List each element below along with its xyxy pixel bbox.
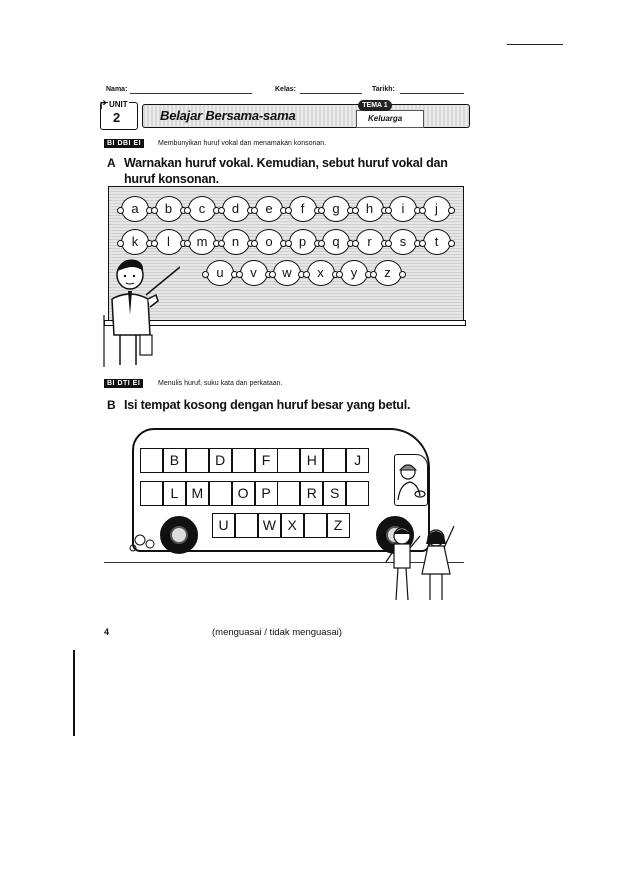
mastery-checkbox-text[interactable]: (menguasai / tidak menguasai) [212,627,342,638]
letter-box-empty[interactable] [304,513,327,538]
kelas-field[interactable] [300,93,362,94]
letter-bubble[interactable]: z [374,260,402,286]
letter-bubble[interactable]: d [222,196,250,222]
letter-box-empty[interactable] [277,448,300,473]
page-number: 4 [104,627,110,637]
letter-bubble[interactable]: k [121,229,149,255]
driver-icon [396,460,426,504]
letter-box-filled: P [255,481,278,506]
letter-bubble[interactable]: o [255,229,283,255]
nama-label: Nama: [106,86,128,93]
teacher-illustration [100,255,180,367]
letter-box-filled: H [300,448,323,473]
letter-bubble[interactable]: b [155,196,183,222]
letter-box-filled: F [255,448,278,473]
tarikh-label: Tarikh: [372,86,395,93]
exhaust-smoke-icon [128,528,158,554]
letter-box-filled: R [300,481,323,506]
front-wheel-hub [170,526,188,544]
section-b-task: Isi tempat kosong dengan huruf besar yang betul. [124,398,411,412]
letter-bubble[interactable]: c [188,196,216,222]
letter-bubble[interactable]: x [307,260,335,286]
letter-box-empty[interactable] [323,448,346,473]
letter-box-filled: M [186,481,209,506]
letter-bubble[interactable]: i [389,196,417,222]
letter-bubble[interactable]: w [273,260,301,286]
letter-box-empty[interactable] [232,448,255,473]
letter-bubble[interactable]: e [255,196,283,222]
tarikh-field[interactable] [400,93,464,94]
top-rule [507,44,563,45]
letter-bubble[interactable]: j [423,196,451,222]
letter-bubble[interactable]: n [222,229,250,255]
unit-arrow-icon: ↱ [98,98,109,112]
kelas-label: Kelas: [275,86,297,93]
letter-bubble[interactable]: p [289,229,317,255]
letter-box-filled: L [163,481,186,506]
section-a-task: Warnakan huruf vokal. Kemudian, sebut huruf vokal dan huruf konsonan. [124,156,448,186]
letter-box-filled: B [163,448,186,473]
letter-box-filled: D [209,448,232,473]
letter-box-empty[interactable] [209,481,232,506]
nama-field[interactable] [130,93,252,94]
unit-number: 2 [113,110,121,125]
unit-title: Belajar Bersama-sama [160,108,296,123]
letter-bubble[interactable]: q [322,229,350,255]
letter-bubble[interactable]: y [340,260,368,286]
section-a-instruction: Membunyikan huruf vokal dan menamakan konsonan. [158,140,327,147]
letter-box-empty[interactable] [140,448,163,473]
section-b-code: BI DTI EI [104,379,143,388]
children-illustration [380,516,464,606]
letter-bubble[interactable]: u [206,260,234,286]
letter-bubble[interactable]: f [289,196,317,222]
letter-bubble[interactable]: v [240,260,268,286]
tema-name: Keluarga [368,114,403,123]
section-b-letter: B [107,398,116,412]
letter-box-empty[interactable] [186,448,209,473]
letter-bubble[interactable]: r [356,229,384,255]
letter-bubble[interactable]: h [356,196,384,222]
tema-badge: TEMA 1 [358,100,392,111]
letter-bubble[interactable]: l [155,229,183,255]
letter-box-empty[interactable] [235,513,258,538]
letter-box-empty[interactable] [140,481,163,506]
letter-box-filled: U [212,513,235,538]
letter-box-filled: J [346,448,369,473]
letter-box-filled: O [232,481,255,506]
letter-bubble[interactable]: g [322,196,350,222]
unit-word: UNIT [109,100,128,109]
letter-box-empty[interactable] [346,481,369,506]
letter-bubble[interactable]: s [389,229,417,255]
letter-box-empty[interactable] [277,481,300,506]
section-a-letter: A [107,156,116,170]
letter-box-filled: Z [327,513,350,538]
section-a-code: BI DBI EI [104,139,144,148]
letter-bubble[interactable]: t [423,229,451,255]
letter-box-filled: X [281,513,304,538]
letter-box-filled: W [258,513,281,538]
section-b-instruction: Menulis huruf, suku kata dan perkataan. [158,380,283,387]
letter-bubble[interactable]: m [188,229,216,255]
letter-box-filled: S [323,481,346,506]
letter-bubble[interactable]: a [121,196,149,222]
left-margin-bar [73,650,75,736]
